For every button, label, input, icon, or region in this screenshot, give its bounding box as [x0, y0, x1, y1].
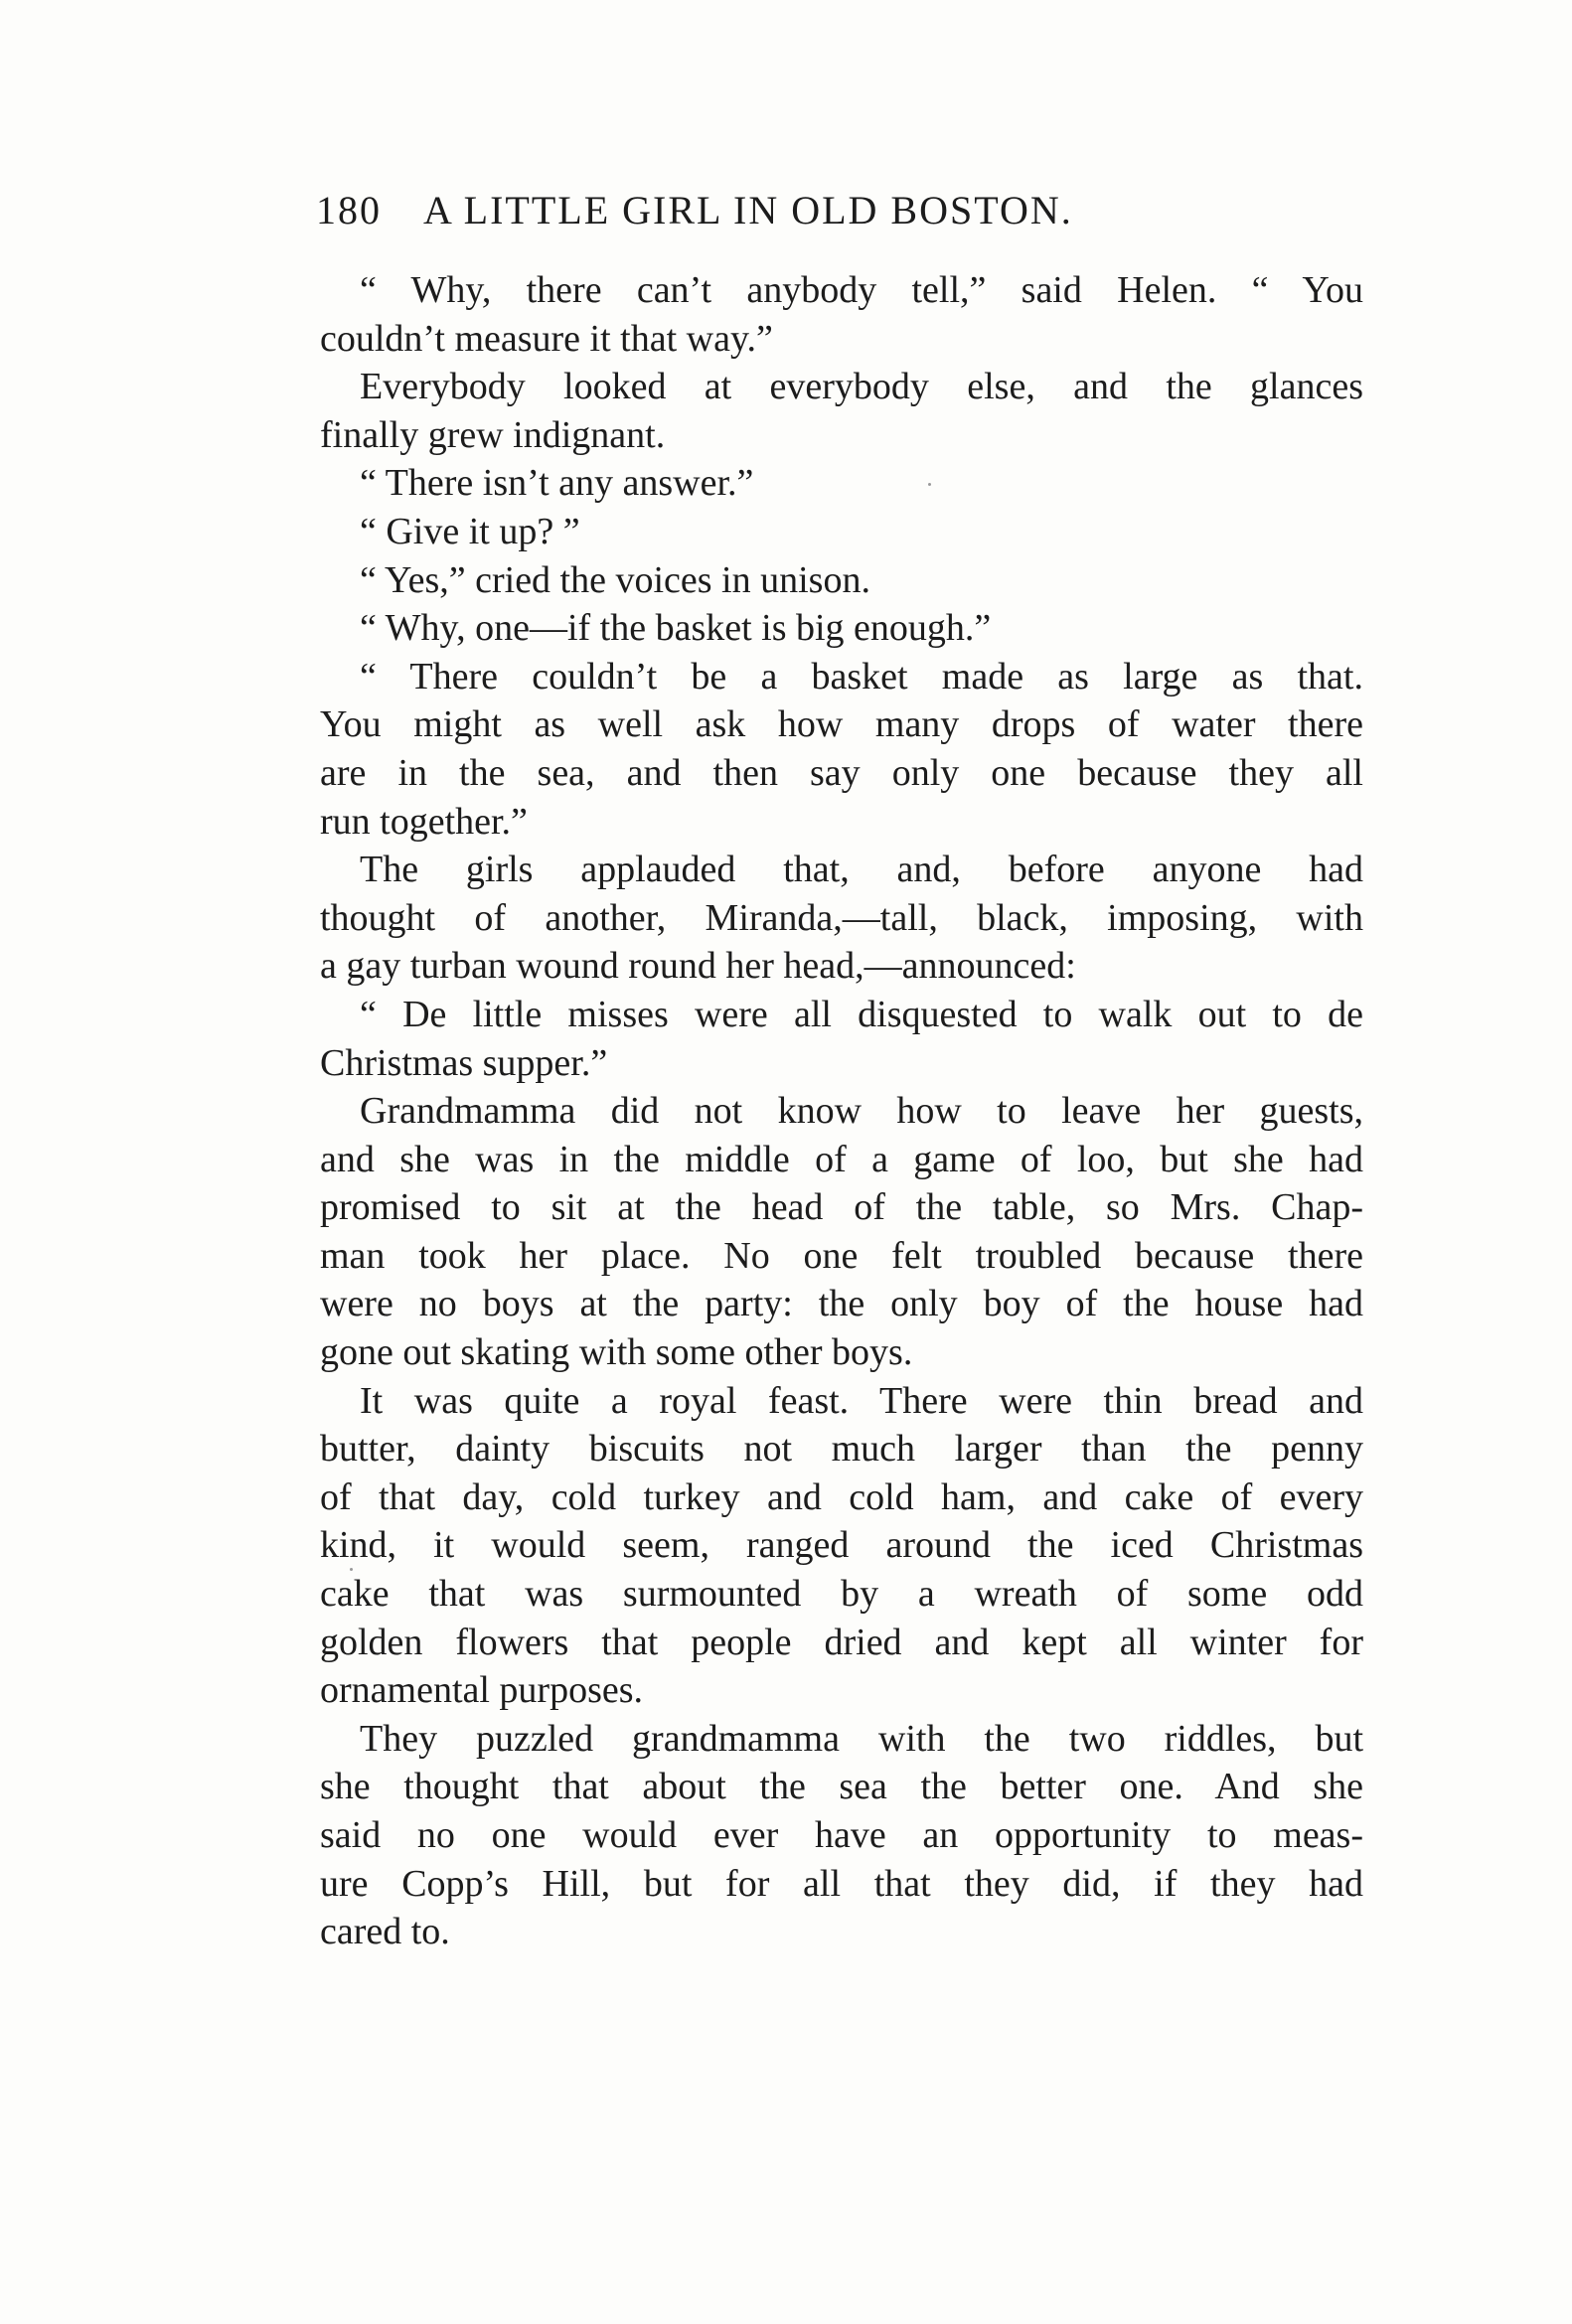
text-line: a gay turban wound round her head,—announced: [320, 945, 1076, 988]
text-line: “ Why, one—if the basket is big enough.” [360, 607, 992, 650]
text-line: Christmas supper.” [320, 1041, 608, 1084]
text-line: ornamental purposes. [320, 1669, 644, 1712]
text-line: kind, it would seem, ranged around the iced Christmas [320, 1524, 1363, 1567]
text-line: said no one would ever have an opportunity to meas- [320, 1814, 1363, 1856]
text-line: and she was in the middle of a game of loo, but she had [320, 1138, 1363, 1180]
paper-speck [928, 483, 931, 486]
text-line: “ There couldn’t be a basket made as large as that. [360, 655, 1363, 697]
text-line: man took her place. No one felt troubled because there [320, 1234, 1363, 1277]
text-line: were no boys at the party: the only boy of the house had [320, 1283, 1363, 1325]
text-line: “ Yes,” cried the voices in unison. [360, 558, 870, 601]
text-line: Grandmamma did not know how to leave her guests, [360, 1090, 1363, 1133]
text-line: You might as well ask how many drops of water there [320, 703, 1363, 746]
text-line: run together.” [320, 800, 528, 843]
running-title: A LITTLE GIRL IN OLD BOSTON. [423, 188, 1073, 232]
text-line: she thought that about the sea the better one. And she [320, 1766, 1363, 1808]
text-line: butter, dainty biscuits not much larger than the penny [320, 1428, 1363, 1471]
text-line: finally grew indignant. [320, 413, 666, 456]
text-line: “ De little misses were all disquested to walk out to de [360, 993, 1363, 1035]
text-line: It was quite a royal feast. There were thin bread and [360, 1379, 1363, 1422]
running-head [316, 187, 1359, 242]
text-line: cake that was surmounted by a wreath of some odd [320, 1573, 1363, 1616]
text-line: thought of another, Miranda,—tall, black, imposing, with [320, 896, 1363, 939]
text-line: “ Why, there can’t anybody tell,” said Helen. “ You [360, 269, 1363, 311]
text-line: “ Give it up? ” [360, 510, 580, 552]
text-line: ure Copp’s Hill, but for all that they did, if they had [320, 1862, 1363, 1905]
text-line: The girls applauded that, and, before anyone had [360, 849, 1363, 891]
text-line: promised to sit at the head of the table, so Mrs. Chap- [320, 1186, 1363, 1229]
page-number: 180 [316, 188, 382, 232]
text-line: of that day, cold turkey and cold ham, and cake of every [320, 1475, 1363, 1518]
text-line: They puzzled grandmamma with the two riddles, but [360, 1717, 1363, 1760]
text-line: “ There isn’t any answer.” [360, 462, 754, 505]
text-line: golden flowers that people dried and kept all winter for [320, 1621, 1363, 1663]
text-line: cared to. [320, 1911, 450, 1953]
body-text [320, 266, 1363, 1956]
text-line: are in the sea, and then say only one because they all [320, 751, 1363, 794]
paper-speck [350, 1568, 353, 1571]
text-line: couldn’t measure it that way.” [320, 317, 773, 360]
text-line: gone out skating with some other boys. [320, 1331, 913, 1374]
text-line: Everybody looked at everybody else, and the glances [360, 366, 1363, 408]
